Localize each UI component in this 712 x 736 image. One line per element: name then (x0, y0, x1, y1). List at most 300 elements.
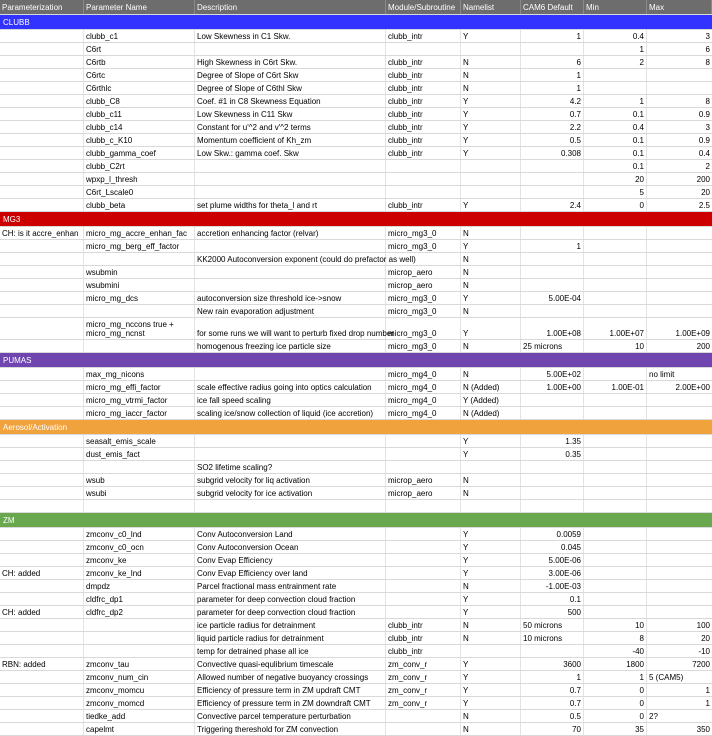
min-cell[interactable]: 0.1 (584, 134, 647, 146)
min-cell[interactable]: 10 (584, 340, 647, 352)
default-cell[interactable]: 5.00E-06 (521, 554, 584, 566)
parameterization-cell[interactable] (0, 82, 84, 94)
parameterization-cell[interactable]: CH: added (0, 567, 84, 579)
max-cell[interactable] (647, 567, 712, 579)
namelist-cell[interactable]: N (461, 487, 521, 499)
parameter-name-cell[interactable]: clubb_c1 (84, 30, 195, 42)
module-cell[interactable]: micro_mg3_0 (386, 305, 461, 317)
parameter-name-cell[interactable] (84, 500, 195, 512)
description-cell[interactable]: New rain evaporation adjustment (195, 305, 386, 317)
min-cell[interactable] (584, 69, 647, 81)
max-cell[interactable] (647, 461, 712, 473)
parameterization-cell[interactable] (0, 671, 84, 683)
module-cell[interactable] (386, 567, 461, 579)
namelist-cell[interactable]: Y (461, 147, 521, 159)
min-cell[interactable]: 1.00E+07 (584, 318, 647, 339)
parameterization-cell[interactable] (0, 253, 84, 265)
max-cell[interactable] (647, 227, 712, 239)
namelist-cell[interactable]: N (461, 279, 521, 291)
parameter-name-cell[interactable]: wsub (84, 474, 195, 486)
max-cell[interactable] (647, 541, 712, 553)
description-cell[interactable]: autoconversion size threshold ice->snow (195, 292, 386, 304)
module-cell[interactable]: micro_mg3_0 (386, 318, 461, 339)
default-cell[interactable]: 1 (521, 69, 584, 81)
max-cell[interactable]: 20 (701, 187, 710, 197)
namelist-cell[interactable]: Y (461, 671, 521, 683)
description-cell[interactable]: Convective parcel temperature perturbation (195, 710, 386, 722)
parameterization-cell[interactable] (0, 121, 84, 133)
default-cell[interactable] (521, 305, 584, 317)
description-cell[interactable]: High Skewness in C6rt Skw. (195, 56, 386, 68)
default-cell[interactable]: 1 (521, 30, 584, 42)
default-cell[interactable]: 1.35 (521, 435, 584, 447)
parameter-name-cell[interactable]: max_mg_nicons (84, 368, 195, 380)
max-cell[interactable]: 2? (649, 711, 658, 721)
parameter-name-cell[interactable]: zmconv_c0_lnd (84, 528, 195, 540)
max-cell[interactable]: 20 (701, 633, 710, 643)
parameterization-cell[interactable]: CH: is it accre_enhan (0, 227, 84, 239)
module-cell[interactable]: micro_mg3_0 (386, 240, 461, 252)
description-cell[interactable]: temp for detrained phase all ice (195, 645, 386, 657)
default-cell[interactable]: 0.7 (521, 697, 584, 709)
min-cell[interactable]: 0.4 (584, 121, 647, 133)
parameter-name-cell[interactable]: micro_mg_vtrmi_factor (84, 394, 195, 406)
module-cell[interactable]: clubb_intr (386, 69, 461, 81)
section-header-mg3[interactable] (0, 212, 712, 227)
min-cell[interactable] (584, 580, 647, 592)
parameter-name-cell[interactable]: clubb_gamma_coef (84, 147, 195, 159)
min-cell[interactable] (584, 368, 647, 380)
namelist-cell[interactable]: Y (461, 593, 521, 605)
parameter-name-cell[interactable]: dmpdz (84, 580, 195, 592)
namelist-cell[interactable] (461, 186, 521, 198)
module-cell[interactable]: clubb_intr (386, 645, 461, 657)
parameterization-cell[interactable] (0, 305, 84, 317)
parameterization-cell[interactable] (0, 160, 84, 172)
namelist-cell[interactable]: N (461, 227, 521, 239)
namelist-cell[interactable]: N (461, 56, 521, 68)
module-cell[interactable] (386, 593, 461, 605)
default-cell[interactable]: 3.00E-06 (521, 567, 584, 579)
module-cell[interactable] (386, 710, 461, 722)
module-cell[interactable]: micro_mg4_0 (386, 407, 461, 419)
description-cell[interactable]: Coef. #1 in C8 Skewness Equation (195, 95, 386, 107)
default-cell[interactable] (521, 227, 584, 239)
module-cell[interactable] (386, 500, 461, 512)
parameterization-cell[interactable] (0, 554, 84, 566)
header-description[interactable]: Description (195, 0, 386, 14)
max-cell[interactable]: 3 (705, 31, 710, 41)
default-cell[interactable]: 1 (521, 671, 584, 683)
default-cell[interactable] (521, 394, 584, 406)
description-cell[interactable]: Conv Evap Efficiency (195, 554, 386, 566)
parameterization-cell[interactable] (0, 43, 84, 55)
min-cell[interactable] (584, 528, 647, 540)
max-cell[interactable]: 3 (705, 122, 710, 132)
default-cell[interactable]: -1.00E-03 (521, 580, 584, 592)
parameter-name-cell[interactable]: micro_mg_effi_factor (84, 381, 195, 393)
module-cell[interactable] (386, 554, 461, 566)
min-cell[interactable] (584, 407, 647, 419)
max-cell[interactable] (647, 448, 712, 460)
namelist-cell[interactable]: N (Added) (461, 381, 521, 393)
header-namelist[interactable]: Namelist (461, 0, 521, 14)
max-cell[interactable]: 8 (705, 96, 710, 106)
namelist-cell[interactable]: N (461, 266, 521, 278)
module-cell[interactable] (386, 448, 461, 460)
max-cell[interactable] (647, 305, 712, 317)
module-cell[interactable]: zm_conv_r (386, 684, 461, 696)
default-cell[interactable] (521, 266, 584, 278)
namelist-cell[interactable]: N (461, 82, 521, 94)
namelist-cell[interactable]: Y (461, 554, 521, 566)
module-cell[interactable]: microp_aero (386, 487, 461, 499)
header-module-subroutine[interactable]: Module/Subroutine (386, 0, 461, 14)
default-cell[interactable]: 0.1 (521, 593, 584, 605)
module-cell[interactable] (386, 528, 461, 540)
parameterization-cell[interactable] (0, 173, 84, 185)
max-cell[interactable] (647, 69, 712, 81)
default-cell[interactable]: 0.7 (521, 108, 584, 120)
parameter-name-cell[interactable]: micro_mg_iaccr_factor (84, 407, 195, 419)
default-cell[interactable]: 0.7 (521, 684, 584, 696)
min-cell[interactable] (584, 487, 647, 499)
parameter-name-cell[interactable]: C6rthlc (84, 82, 195, 94)
default-cell[interactable] (521, 160, 584, 172)
parameterization-cell[interactable] (0, 292, 84, 304)
default-cell[interactable]: 500 (521, 606, 584, 618)
min-cell[interactable]: 1.00E-01 (584, 381, 647, 393)
description-cell[interactable]: SO2 lifetime scaling? (195, 461, 386, 473)
min-cell[interactable] (584, 500, 647, 512)
description-cell[interactable]: Triggering thereshold for ZM convection (195, 723, 386, 735)
parameter-name-cell[interactable]: clubb_c14 (84, 121, 195, 133)
parameterization-cell[interactable] (0, 435, 84, 447)
default-cell[interactable] (521, 645, 584, 657)
default-cell[interactable]: 3600 (521, 658, 584, 670)
namelist-cell[interactable]: Y (461, 435, 521, 447)
parameterization-cell[interactable] (0, 541, 84, 553)
parameter-name-cell[interactable]: wpxp_l_thresh (84, 173, 195, 185)
description-cell[interactable]: Low Skewness in C1 Skw. (195, 30, 386, 42)
default-cell[interactable]: 0.5 (521, 134, 584, 146)
description-cell[interactable]: Efficiency of pressure term in ZM updraft CMT (195, 684, 386, 696)
min-cell[interactable]: 10 (584, 619, 647, 631)
description-cell[interactable] (195, 435, 386, 447)
parameterization-cell[interactable] (0, 318, 84, 339)
default-cell[interactable]: 2.4 (521, 199, 584, 211)
max-cell[interactable] (647, 82, 712, 94)
max-cell[interactable]: 200 (696, 174, 710, 184)
module-cell[interactable]: micro_mg4_0 (386, 368, 461, 380)
namelist-cell[interactable]: N (461, 69, 521, 81)
module-cell[interactable]: micro_mg4_0 (386, 381, 461, 393)
module-cell[interactable]: zm_conv_r (386, 671, 461, 683)
parameter-name-cell[interactable]: wsubmini (84, 279, 195, 291)
default-cell[interactable]: 0.045 (521, 541, 584, 553)
namelist-cell[interactable]: Y (461, 121, 521, 133)
min-cell[interactable] (584, 292, 647, 304)
parameterization-cell[interactable] (0, 266, 84, 278)
module-cell[interactable]: micro_mg3_0 (386, 227, 461, 239)
section-header-clubb[interactable] (0, 15, 712, 30)
parameter-name-cell[interactable]: zmconv_momcd (84, 697, 195, 709)
parameterization-cell[interactable] (0, 619, 84, 631)
description-cell[interactable]: liquid particle radius for detrainment (195, 632, 386, 644)
description-cell[interactable]: Conv Evap Efficiency over land (195, 567, 386, 579)
parameter-name-cell[interactable] (84, 253, 195, 265)
module-cell[interactable]: clubb_intr (386, 147, 461, 159)
description-cell[interactable]: Low Skw.: gamma coef. Skw (195, 147, 386, 159)
min-cell[interactable]: 1 (584, 671, 647, 683)
parameter-name-cell[interactable]: clubb_beta (84, 199, 195, 211)
namelist-cell[interactable]: Y (461, 658, 521, 670)
parameterization-cell[interactable] (0, 645, 84, 657)
default-cell[interactable]: 50 microns (521, 619, 584, 631)
default-cell[interactable] (521, 279, 584, 291)
module-cell[interactable]: zm_conv_r (386, 697, 461, 709)
default-cell[interactable]: 0.35 (521, 448, 584, 460)
namelist-cell[interactable]: N (461, 340, 521, 352)
min-cell[interactable] (584, 435, 647, 447)
max-cell[interactable] (647, 394, 712, 406)
max-cell[interactable]: -10 (698, 646, 710, 656)
namelist-cell[interactable]: Y (461, 108, 521, 120)
parameter-name-cell[interactable]: micro_mg_dcs (84, 292, 195, 304)
namelist-cell[interactable]: Y (461, 606, 521, 618)
min-cell[interactable]: 35 (584, 723, 647, 735)
max-cell[interactable]: no limit (649, 369, 675, 379)
parameterization-cell[interactable] (0, 56, 84, 68)
parameter-name-cell[interactable]: micro_mg_nccons true + micro_mg_ncnst (84, 318, 195, 339)
module-cell[interactable] (386, 580, 461, 592)
module-cell[interactable] (386, 435, 461, 447)
description-cell[interactable]: ice particle radius for detrainment (195, 619, 386, 631)
parameter-name-cell[interactable]: clubb_C8 (84, 95, 195, 107)
min-cell[interactable] (584, 554, 647, 566)
description-cell[interactable]: accretion enhancing factor (relvar) (195, 227, 386, 239)
max-cell[interactable]: 1 (705, 698, 710, 708)
parameter-name-cell[interactable]: cldfrc_dp1 (84, 593, 195, 605)
description-cell[interactable] (195, 279, 386, 291)
namelist-cell[interactable]: Y (461, 95, 521, 107)
parameter-name-cell[interactable]: wsubi (84, 487, 195, 499)
max-cell[interactable]: 0.9 (698, 135, 710, 145)
max-cell[interactable] (647, 554, 712, 566)
parameterization-cell[interactable] (0, 279, 84, 291)
max-cell[interactable]: 200 (696, 341, 710, 351)
parameter-name-cell[interactable] (84, 645, 195, 657)
min-cell[interactable] (584, 541, 647, 553)
namelist-cell[interactable]: N (461, 632, 521, 644)
description-cell[interactable]: Constant for u'^2 and v'^2 terms (195, 121, 386, 133)
namelist-cell[interactable]: N (461, 619, 521, 631)
max-cell[interactable] (647, 580, 712, 592)
parameter-name-cell[interactable]: zmconv_ke_lnd (84, 567, 195, 579)
parameterization-cell[interactable] (0, 340, 84, 352)
namelist-cell[interactable]: Y (461, 199, 521, 211)
max-cell[interactable]: 0.4 (698, 148, 710, 158)
module-cell[interactable]: clubb_intr (386, 134, 461, 146)
parameterization-cell[interactable] (0, 593, 84, 605)
max-cell[interactable] (647, 240, 712, 252)
description-cell[interactable]: Degree of Slope of C6thl Skw (195, 82, 386, 94)
max-cell[interactable]: 1 (705, 685, 710, 695)
module-cell[interactable]: micro_mg3_0 (386, 340, 461, 352)
module-cell[interactable]: microp_aero (386, 474, 461, 486)
parameterization-cell[interactable] (0, 448, 84, 460)
description-cell[interactable]: subgrid velocity for liq activation (195, 474, 386, 486)
parameter-name-cell[interactable]: C6rt (84, 43, 195, 55)
default-cell[interactable]: 25 microns (521, 340, 584, 352)
description-cell[interactable] (195, 368, 386, 380)
parameter-name-cell[interactable] (84, 340, 195, 352)
default-cell[interactable] (521, 487, 584, 499)
namelist-cell[interactable]: Y (461, 684, 521, 696)
description-cell[interactable]: parameter for deep convection cloud fraction (195, 593, 386, 605)
max-cell[interactable] (647, 292, 712, 304)
parameter-name-cell[interactable] (84, 632, 195, 644)
max-cell[interactable]: 7200 (692, 659, 710, 669)
default-cell[interactable]: 1 (521, 82, 584, 94)
description-cell[interactable]: Degree of Slope of C6rt Skw (195, 69, 386, 81)
parameter-name-cell[interactable]: zmconv_num_cin (84, 671, 195, 683)
module-cell[interactable]: clubb_intr (386, 199, 461, 211)
namelist-cell[interactable] (461, 173, 521, 185)
parameter-name-cell[interactable] (84, 619, 195, 631)
parameterization-cell[interactable] (0, 580, 84, 592)
description-cell[interactable]: Parcel fractional mass entrainment rate (195, 580, 386, 592)
module-cell[interactable]: clubb_intr (386, 30, 461, 42)
namelist-cell[interactable]: N (461, 305, 521, 317)
parameter-name-cell[interactable]: dust_emis_fact (84, 448, 195, 460)
namelist-cell[interactable]: Y (461, 697, 521, 709)
namelist-cell[interactable]: N (461, 723, 521, 735)
min-cell[interactable] (584, 266, 647, 278)
header-parameter-name[interactable]: Parameter Name (84, 0, 195, 14)
default-cell[interactable] (521, 186, 584, 198)
default-cell[interactable]: 5.00E-04 (521, 292, 584, 304)
default-cell[interactable] (521, 173, 584, 185)
namelist-cell[interactable]: N (Added) (461, 407, 521, 419)
module-cell[interactable]: clubb_intr (386, 108, 461, 120)
min-cell[interactable]: 0 (584, 199, 647, 211)
module-cell[interactable]: clubb_intr (386, 56, 461, 68)
min-cell[interactable] (584, 305, 647, 317)
min-cell[interactable]: 1 (584, 95, 647, 107)
namelist-cell[interactable]: N (461, 474, 521, 486)
description-cell[interactable] (195, 43, 386, 55)
parameter-name-cell[interactable]: C6rt_Lscale0 (84, 186, 195, 198)
description-cell[interactable] (195, 173, 386, 185)
module-cell[interactable]: micro_mg3_0 (386, 292, 461, 304)
namelist-cell[interactable] (461, 461, 521, 473)
parameterization-cell[interactable]: CH: added (0, 606, 84, 618)
description-cell[interactable]: Conv Autoconversion Ocean (195, 541, 386, 553)
parameterization-cell[interactable] (0, 461, 84, 473)
min-cell[interactable] (584, 227, 647, 239)
module-cell[interactable]: microp_aero (386, 266, 461, 278)
max-cell[interactable]: 5 (CAM5) (649, 672, 684, 682)
parameterization-cell[interactable] (0, 240, 84, 252)
module-cell[interactable]: microp_aero (386, 279, 461, 291)
namelist-cell[interactable]: Y (461, 567, 521, 579)
parameterization-cell[interactable] (0, 710, 84, 722)
max-cell[interactable] (647, 435, 712, 447)
module-cell[interactable]: clubb_intr (386, 619, 461, 631)
description-cell[interactable] (195, 448, 386, 460)
default-cell[interactable]: 10 microns (521, 632, 584, 644)
min-cell[interactable]: 1 (584, 43, 647, 55)
description-cell[interactable]: Low Skewness in C11 Skw (195, 108, 386, 120)
parameterization-cell[interactable] (0, 697, 84, 709)
min-cell[interactable] (584, 253, 647, 265)
min-cell[interactable]: 1800 (584, 658, 647, 670)
max-cell[interactable] (647, 593, 712, 605)
namelist-cell[interactable]: Y (461, 30, 521, 42)
module-cell[interactable]: clubb_intr (386, 632, 461, 644)
parameter-name-cell[interactable] (84, 461, 195, 473)
parameter-name-cell[interactable]: zmconv_tau (84, 658, 195, 670)
max-cell[interactable] (647, 528, 712, 540)
default-cell[interactable] (521, 253, 584, 265)
module-cell[interactable] (386, 43, 461, 55)
parameter-name-cell[interactable]: clubb_C2rt (84, 160, 195, 172)
max-cell[interactable] (647, 253, 712, 265)
module-cell[interactable] (386, 723, 461, 735)
default-cell[interactable]: 5.00E+02 (521, 368, 584, 380)
max-cell[interactable] (647, 606, 712, 618)
description-cell[interactable]: Momentum coefficient of Kh_zm (195, 134, 386, 146)
min-cell[interactable] (584, 593, 647, 605)
header-cam6-default[interactable]: CAM6 Default (521, 0, 584, 14)
min-cell[interactable]: 8 (584, 632, 647, 644)
parameterization-cell[interactable] (0, 723, 84, 735)
max-cell[interactable] (647, 500, 712, 512)
default-cell[interactable]: 0.308 (521, 147, 584, 159)
module-cell[interactable]: zm_conv_r (386, 658, 461, 670)
parameterization-cell[interactable]: RBN: added (0, 658, 84, 670)
parameterization-cell[interactable] (0, 368, 84, 380)
module-cell[interactable] (386, 186, 461, 198)
max-cell[interactable] (647, 474, 712, 486)
default-cell[interactable]: 0.5 (521, 710, 584, 722)
parameterization-cell[interactable] (0, 394, 84, 406)
parameterization-cell[interactable] (0, 199, 84, 211)
parameter-name-cell[interactable]: wsubmin (84, 266, 195, 278)
description-cell[interactable]: scale effective radius going into optics calculation (195, 381, 386, 393)
description-cell[interactable] (195, 186, 386, 198)
header-max[interactable]: Max (647, 0, 712, 14)
parameter-name-cell[interactable]: C6rtb (84, 56, 195, 68)
namelist-cell[interactable]: Y (461, 528, 521, 540)
module-cell[interactable] (386, 606, 461, 618)
parameterization-cell[interactable] (0, 381, 84, 393)
namelist-cell[interactable]: Y (461, 292, 521, 304)
parameterization-cell[interactable] (0, 95, 84, 107)
default-cell[interactable]: 4.2 (521, 95, 584, 107)
default-cell[interactable]: 1 (521, 240, 584, 252)
description-cell[interactable] (195, 266, 386, 278)
max-cell[interactable] (647, 266, 712, 278)
max-cell[interactable]: 2.00E+00 (675, 382, 710, 392)
parameterization-cell[interactable] (0, 108, 84, 120)
parameter-name-cell[interactable]: cldfrc_dp2 (84, 606, 195, 618)
parameterization-cell[interactable] (0, 528, 84, 540)
description-cell[interactable] (195, 500, 386, 512)
default-cell[interactable] (521, 407, 584, 419)
min-cell[interactable] (584, 448, 647, 460)
